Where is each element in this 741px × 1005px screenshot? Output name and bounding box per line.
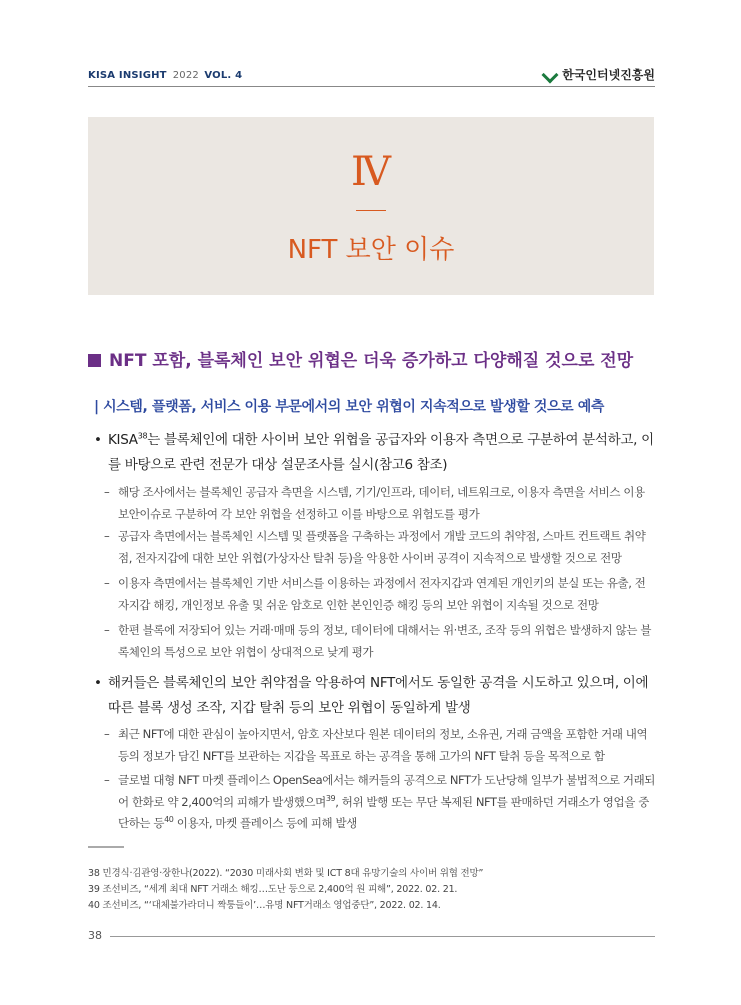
dash-text: 해당 조사에서는 블록체인 공급자 측면을 시스템, 기기/인프라, 데이터, 네트워크로, 이용자 측면을 서비스 이용 보안이슈로 구분하여 각 보안 위협을 선정하고 이를 바탕으로 위험도를 평가 [118,485,645,521]
header-divider [88,86,655,87]
header-publication [88,70,242,81]
square-bullet-icon [88,354,101,367]
dash-text-part: 글로벌 대형 NFT 마켓 플레이스 OpenSea에서는 해커들의 공격으로 NFT가 도난당해 일부가 불법적으로 거래되어 한화로 약 2,400억의 피해가 발생했으며 [118,773,656,809]
dash-text-part: , 허위 발행 또는 무단 복제된 NFT를 판매하던 거래소가 영업을 중단하는 등 [118,794,649,830]
dash-mark: – [104,773,110,787]
bullet-item-1 [94,428,656,478]
section-title-text: NFT 포함, 블록체인 보안 위협은 더욱 증가하고 다양해질 것으로 전망 [109,351,634,371]
chapter-title: NFT 보안 이슈 [287,235,455,265]
footnote-40: 40 조선비즈, “‘대체불가라더니 짝퉁들이’…유명 NFT거래소 영업중단”, 2022. 02. 14. [88,900,441,911]
dash-text: 최근 NFT에 대한 관심이 높아지면서, 암호 자산보다 원본 데이터의 정보, 소유권, 거래 금액을 포함한 거래 내역 등의 정보가 담긴 NFT를 보관하는 지갑을 목표로 하는 공격을 통해 고가의 NFT 탈취 등을 목적으로 함 [118,727,648,763]
dash-item-2 [104,526,656,569]
dash-text [118,770,656,835]
footnote-39: 39 조선비즈, “세계 최대 NFT 거래소 해킹…도난 등으로 2,400억 원 피해”, 2022. 02. 21. [88,884,458,895]
footnote-38: 38 민경식·김관영·장한나(2022). “2030 미래사회 변화 및 ICT 8대 유망기술의 사이버 위협 전망” [88,868,484,879]
dash-item-6 [104,770,656,835]
dash-mark: – [104,623,110,637]
bullet-text [108,428,656,478]
footer-divider [110,936,655,937]
kisa-logo-icon [543,68,559,82]
bullet-dot: • [94,432,102,448]
header-year: 2022 [172,70,199,81]
footnote-ref-40: 40 [164,815,174,825]
dash-mark: – [104,485,110,499]
section-subtitle: | 시스템, 플랫폼, 서비스 이용 부문에서의 보안 위협이 지속적으로 발생할 것으로 예측 [94,399,604,415]
bullet-text-part: 는 블록체인에 대한 사이버 보안 위협을 공급자와 이용자 측면으로 구분하여 분석하고, 이를 바탕으로 관련 전문가 대상 설문조사를 실시(참고6 참조) [108,432,654,473]
dash-item-3 [104,573,656,616]
header-brand: KISA INSIGHT [88,70,167,81]
section-title [88,346,633,371]
bullet-text-part: KISA [108,432,138,448]
dash-text: 한편 블록에 저장되어 있는 거래·매매 등의 정보, 데이터에 대해서는 위·변조, 조작 등의 위협은 발생하지 않는 블록체인의 특성으로 보안 위협이 상대적으로 낮게 평가 [118,623,652,659]
header-org-name: 한국인터넷진흥원 [562,68,655,82]
dash-item-4 [104,620,656,663]
chapter-number: Ⅳ [351,149,391,195]
header-organization [543,66,655,83]
dash-text: 이용자 측면에서는 블록체인 기반 서비스를 이용하는 과정에서 전자지갑과 연계된 개인키의 분실 또는 유출, 전자지갑 해킹, 개인정보 유출 및 쉬운 암호로 인한 본인인증 해킹 등의 보안 위협이 지속될 것으로 전망 [118,576,646,612]
page-number: 38 [88,929,102,942]
dash-item-5 [104,724,656,767]
dash-text: 공급자 측면에서는 블록체인 시스템 및 플랫폼을 구축하는 과정에서 개발 코드의 취약점, 스마트 컨트랙트 취약점, 전자지갑에 대한 보안 위협(가상자산 탈취 등)을 악용한 사이버 공격이 지속적으로 발생할 것으로 전망 [118,529,646,565]
dash-mark: – [104,529,110,543]
footnote-ref-39: 39 [325,793,336,803]
header-volume: VOL. 4 [204,70,243,81]
bullet-item-2 [94,671,656,721]
footnote-ref-38: 38 [137,431,148,441]
chapter-banner [88,117,654,295]
bullet-text: 해커들은 블록체인의 보안 취약점을 악용하여 NFT에서도 동일한 공격을 시도하고 있으며, 이에 따른 블록 생성 조작, 지갑 탈취 등의 보안 위협이 동일하게 발생 [108,675,649,716]
dash-mark: – [104,727,110,741]
dash-mark: – [104,576,110,590]
footnote-divider [88,846,124,848]
dash-text-part: 이용자, 마켓 플레이스 등에 피해 발생 [173,816,357,830]
bullet-dot: • [94,675,102,691]
chapter-divider [356,210,386,211]
dash-item-1 [104,482,656,525]
